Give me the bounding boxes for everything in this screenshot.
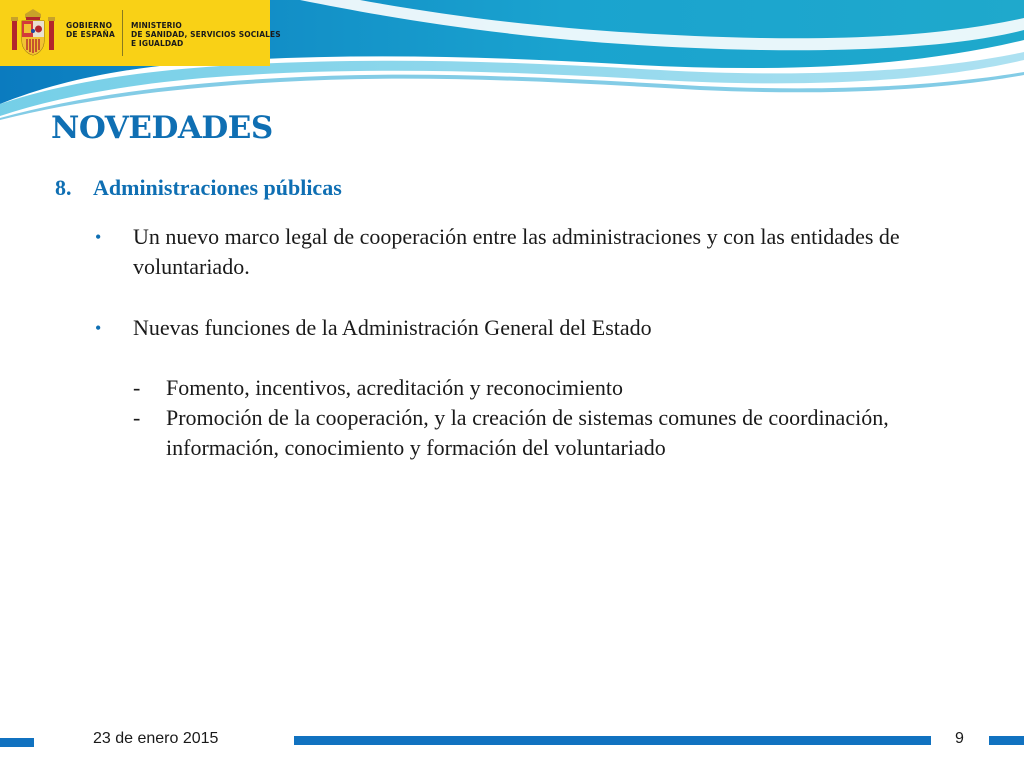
dash-marker: - <box>133 375 141 400</box>
coat-of-arms-icon <box>10 8 56 58</box>
slide-title: NOVEDADES <box>51 110 273 146</box>
footer-date: 23 de enero 2015 <box>93 730 219 747</box>
dash-item-text: Fomento, incentivos, acreditación y reconocimiento <box>166 375 623 400</box>
footer-bar-left <box>0 738 34 747</box>
government-name: GOBIERNO DE ESPAÑA <box>66 21 115 39</box>
bullet-icon: • <box>95 227 102 247</box>
dash-marker: - <box>133 405 141 430</box>
section-heading <box>55 175 342 201</box>
page-number: 9 <box>955 730 964 747</box>
bullet-icon: • <box>95 318 102 338</box>
government-logo <box>0 0 281 66</box>
section-number: 8. <box>55 175 72 200</box>
section-heading-text: Administraciones públicas <box>93 175 342 200</box>
logo-divider <box>122 10 123 56</box>
footer-bar-right <box>989 736 1024 745</box>
footer-bar-middle <box>294 736 931 745</box>
bullet-text: Nuevas funciones de la Administración General del Estado <box>133 315 652 340</box>
dash-item-text: Promoción de la cooperación, y la creación de sistemas comunes de coordinación, información, conocimiento y formación del voluntariado <box>166 405 889 460</box>
bullet-text: Un nuevo marco legal de cooperación entre las administraciones y con las entidades de voluntariado. <box>133 224 900 279</box>
ministry-name: MINISTERIO DE SANIDAD, SERVICIOS SOCIALES E IGUALDAD <box>131 21 281 48</box>
